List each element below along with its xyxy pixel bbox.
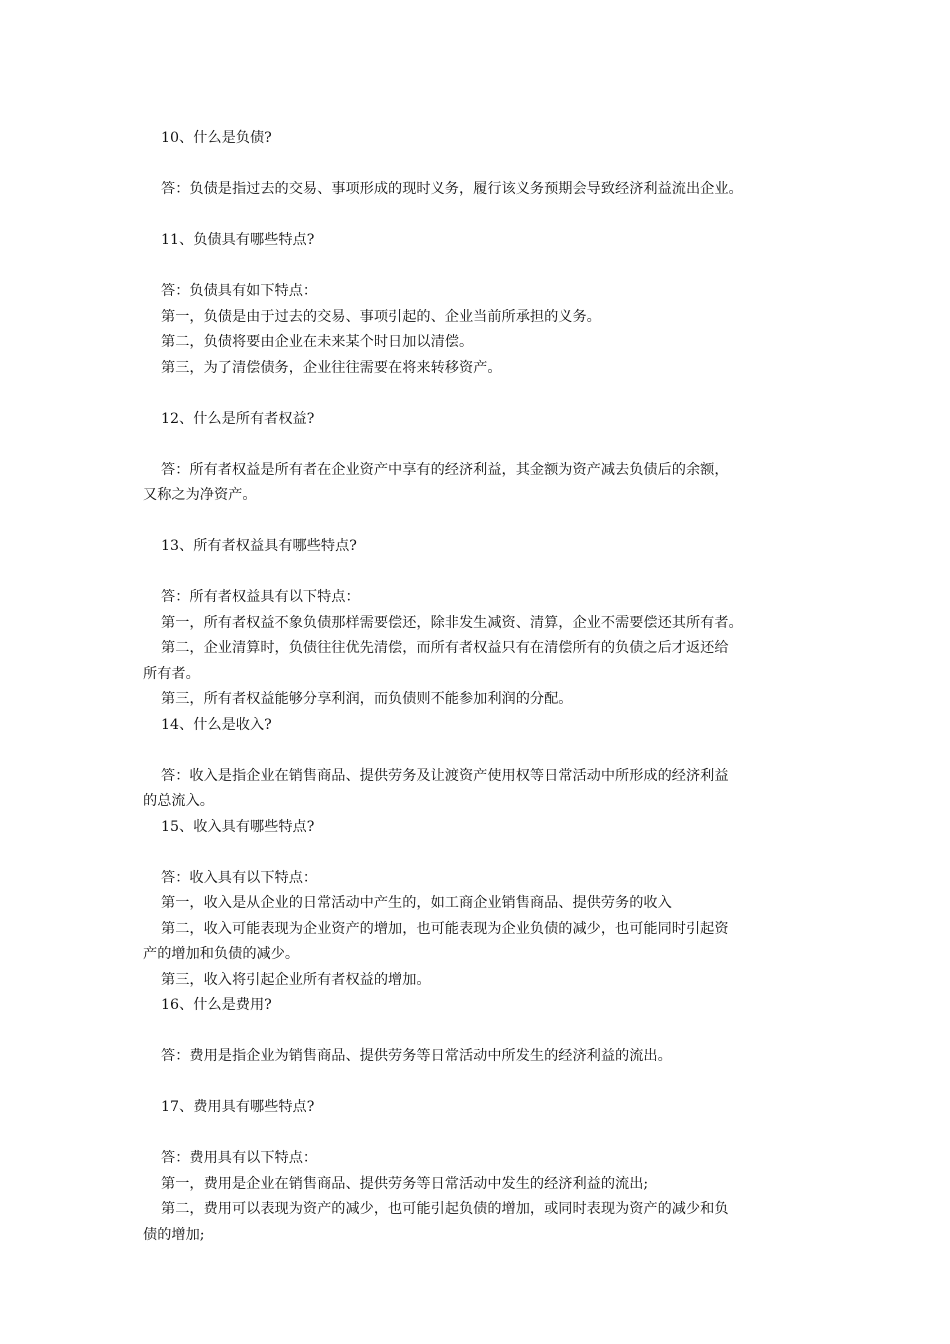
blank-line	[143, 1070, 823, 1096]
answer-15-intro: 答：收入具有以下特点：	[161, 869, 318, 886]
answer-11-intro: 答：负债具有如下特点：	[161, 283, 318, 299]
document-body	[143, 126, 823, 1248]
question-11: 11、负债具有哪些特点?	[161, 232, 315, 248]
answer-16: 答：费用是指企业为销售商品、提供劳务等日常活动中所发生的经济利益的流出。	[161, 1048, 672, 1064]
blank-line	[143, 840, 823, 866]
answer-13-point-3: 第三，所有者权益能够分享利润，而负债则不能参加利润的分配。	[161, 691, 573, 707]
question-13: 13、所有者权益具有哪些特点?	[161, 538, 357, 554]
blank-line	[143, 560, 823, 586]
question-16: 16、什么是费用?	[161, 997, 272, 1013]
blank-line	[143, 203, 823, 229]
blank-line	[143, 1121, 823, 1147]
answer-13-point-2-line-1: 第二，企业清算时，负债往往优先清偿，而所有者权益只有在清偿所有的负债之后才返还给	[161, 640, 729, 656]
blank-line	[143, 738, 823, 764]
answer-15-point-1: 第一，收入是从企业的日常活动中产生的，如工商企业销售商品、提供劳务的收入	[161, 895, 672, 911]
answer-17-point-1: 第一，费用是企业在销售商品、提供劳务等日常活动中发生的经济利益的流出;	[161, 1175, 649, 1192]
answer-12-line-1: 答：所有者权益是所有者在企业资产中享有的经济利益，其金额为资产减去负债后的余额，	[161, 461, 729, 478]
answer-17-point-2-line-1: 第二，费用可以表现为资产的减少，也可能引起负债的增加，或同时表现为资产的减少和负	[161, 1201, 729, 1217]
blank-line	[143, 1019, 823, 1045]
answer-15-point-3: 第三，收入将引起企业所有者权益的增加。	[161, 971, 431, 988]
question-14: 14、什么是收入?	[161, 716, 272, 733]
blank-line	[143, 152, 823, 178]
blank-line	[143, 381, 823, 407]
answer-14-line-2: 的总流入。	[143, 793, 214, 809]
answer-15-point-2-line-2: 产的增加和负债的减少。	[143, 946, 300, 962]
answer-11-point-2: 第二，负债将要由企业在未来某个时日加以清偿。	[161, 334, 474, 350]
answer-13-point-1: 第一，所有者权益不象负债那样需要偿还，除非发生减资、清算，企业不需要偿还其所有者。	[161, 614, 743, 631]
blank-line	[143, 432, 823, 458]
answer-14-line-1: 答：收入是指企业在销售商品、提供劳务及让渡资产使用权等日常活动中所形成的经济利益	[161, 767, 729, 784]
answer-13-point-2-line-2: 所有者。	[143, 665, 200, 682]
answer-17-point-2-line-2: 债的增加;	[143, 1226, 205, 1243]
answer-11-point-1: 第一，负债是由于过去的交易、事项引起的、企业当前所承担的义务。	[161, 308, 601, 325]
answer-13-intro: 答：所有者权益具有以下特点：	[161, 589, 360, 605]
question-12: 12、什么是所有者权益?	[161, 410, 315, 427]
blank-line	[143, 254, 823, 280]
answer-17-intro: 答：费用具有以下特点：	[161, 1150, 318, 1166]
question-10: 10、什么是负债?	[161, 130, 272, 146]
answer-11-point-3: 第三，为了清偿债务，企业往往需要在将来转移资产。	[161, 359, 502, 376]
answer-10: 答：负债是指过去的交易、事项形成的现时义务，履行该义务预期会导致经济利益流出企业。	[161, 181, 743, 197]
question-15: 15、收入具有哪些特点?	[161, 818, 315, 835]
answer-15-point-2-line-1: 第二，收入可能表现为企业资产的增加，也可能表现为企业负债的减少，也可能同时引起资	[161, 920, 729, 937]
blank-line	[143, 509, 823, 535]
answer-12-line-2: 又称之为净资产。	[143, 487, 257, 503]
question-17: 17、费用具有哪些特点?	[161, 1099, 315, 1115]
